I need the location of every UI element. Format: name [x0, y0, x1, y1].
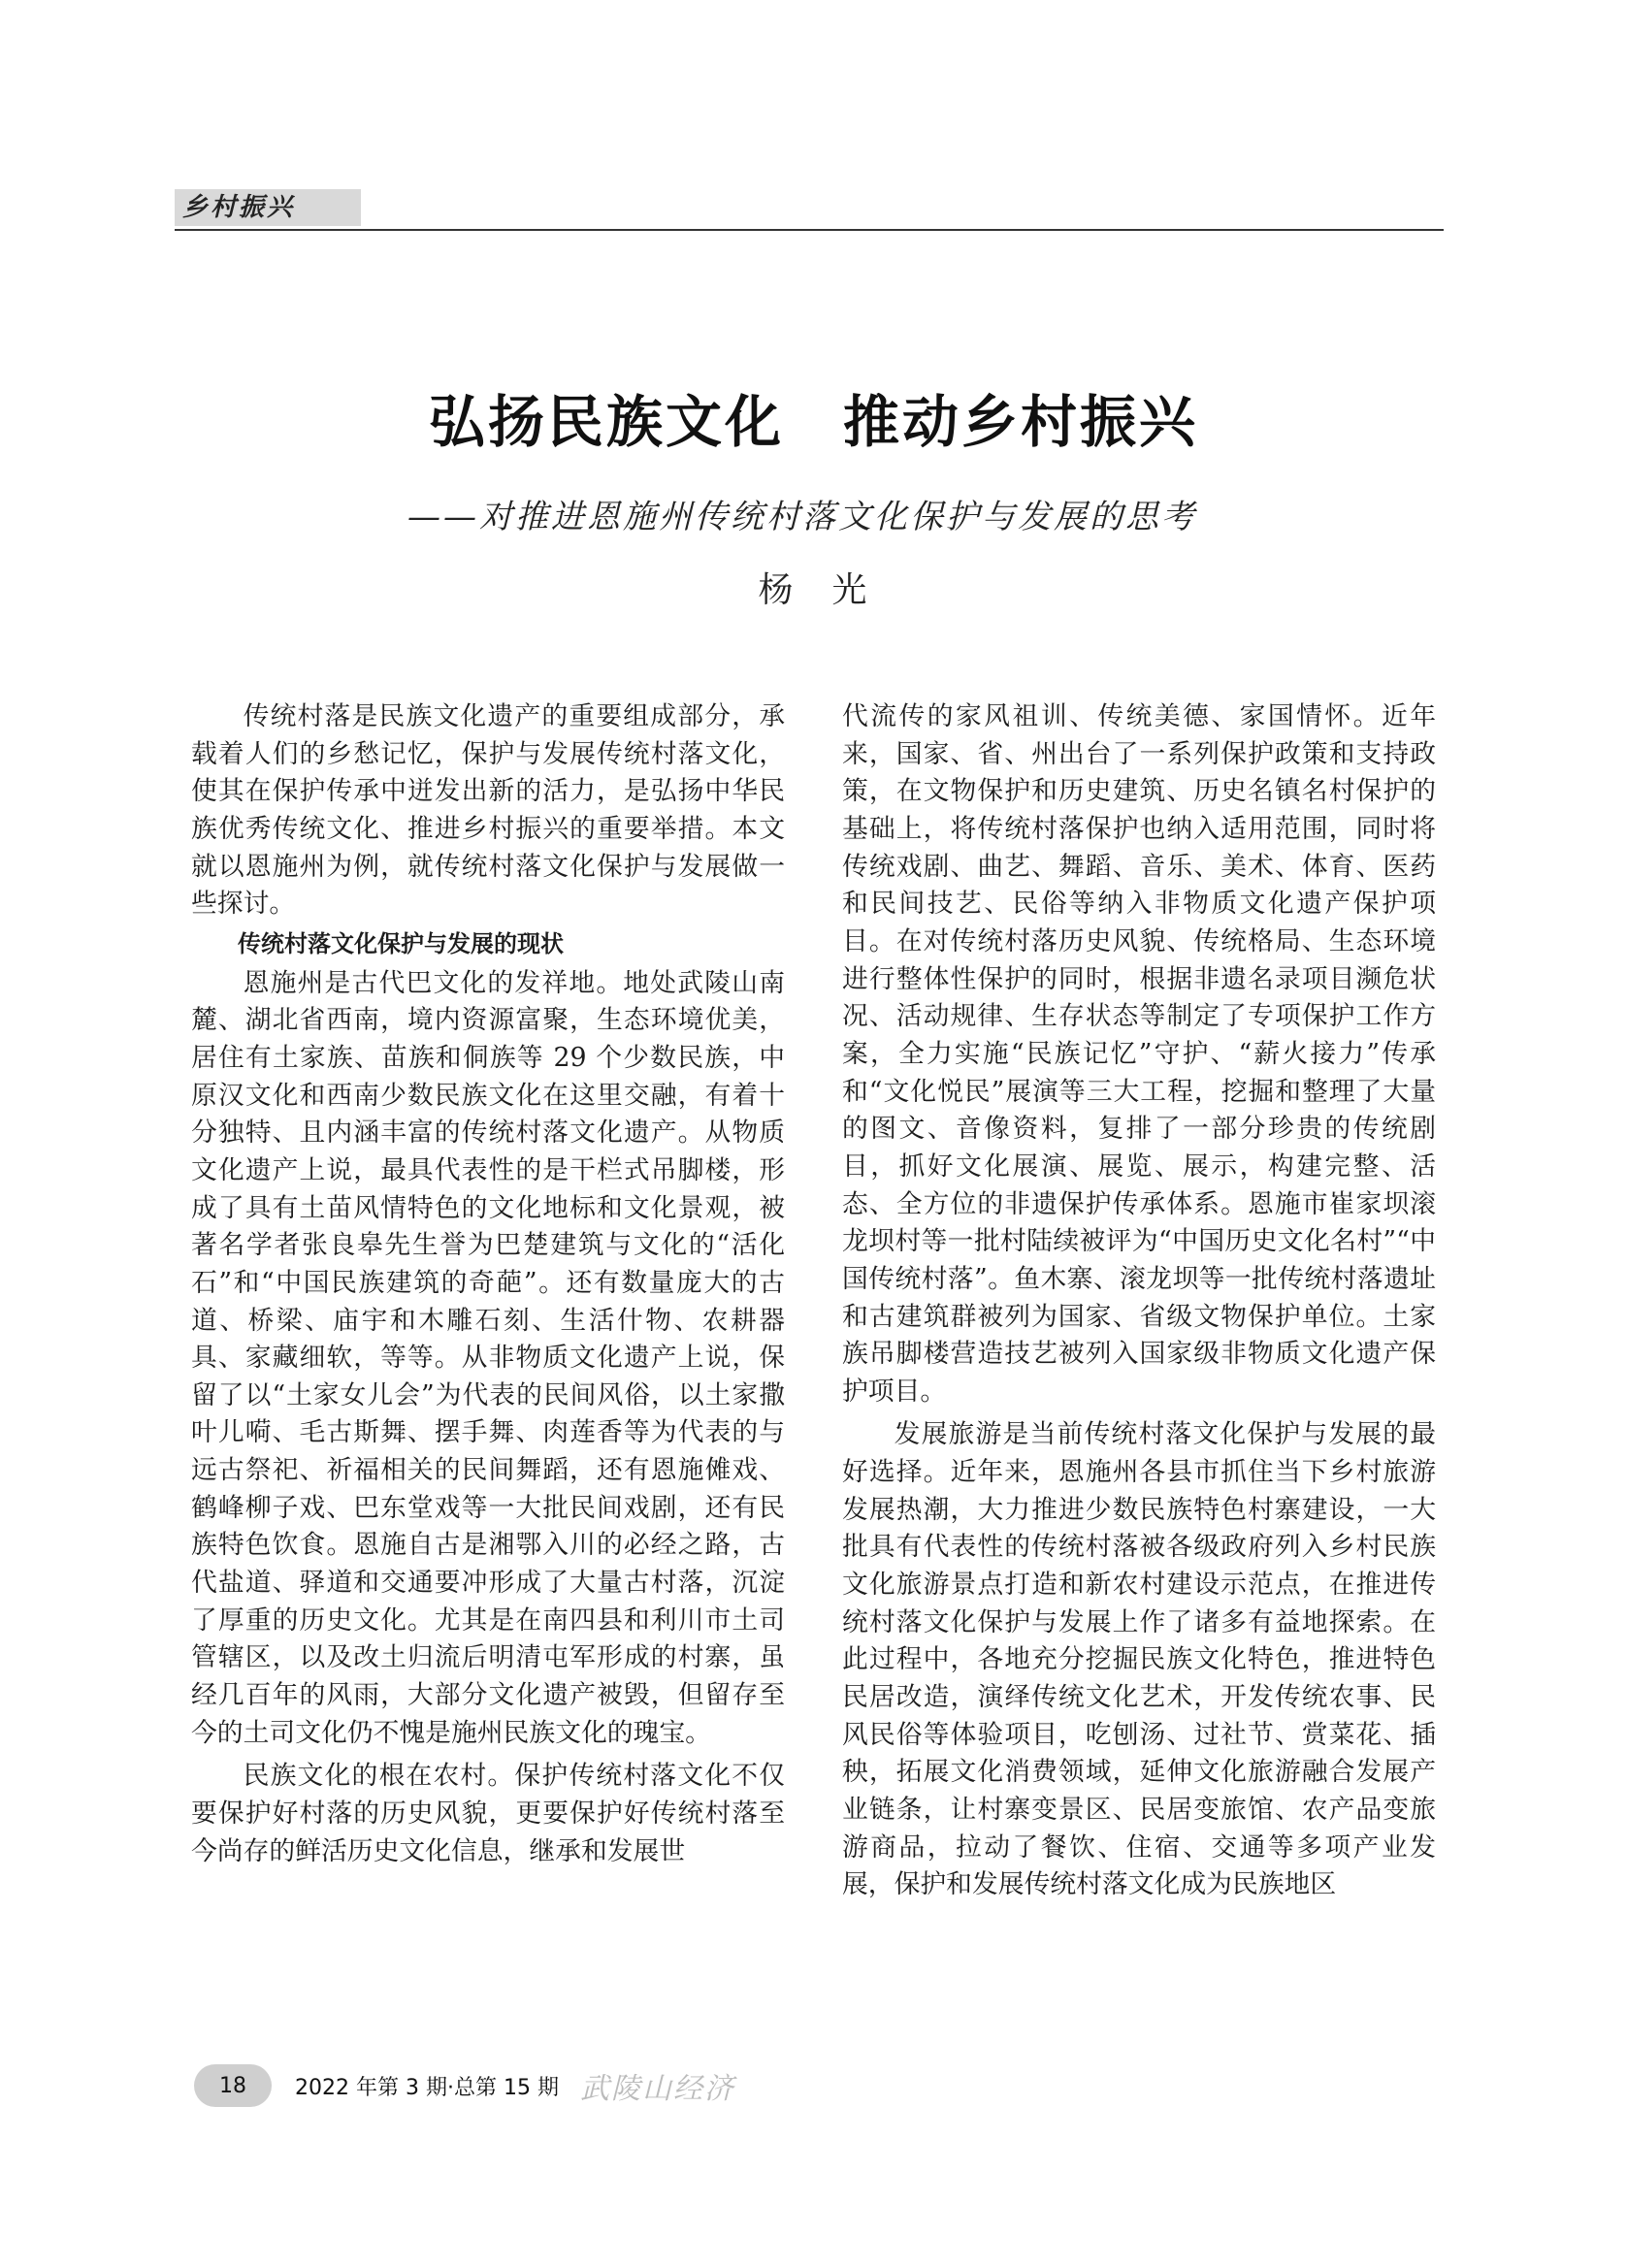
section-tag: 乡村振兴	[175, 189, 361, 226]
article-subtitle: ——对推进恩施州传统村落文化保护与发展的思考	[407, 498, 1197, 536]
paragraph-roots: 民族文化的根在农村。保护传统村落文化不仅要保护好村落的历史风貌，更要保护好传统村落至今尚存的鲜活历史文化信息，继承和发展世	[191, 1761, 785, 1866]
page-number: 18	[194, 2064, 272, 2107]
right-column	[842, 698, 1436, 1904]
paragraph-intro: 传统村落是民族文化遗产的重要组成部分，承载着人们的乡愁记忆，保护与发展传统村落文化，使其在保护传承中迸发出新的活力，是弘扬中华民族优秀传统文化、推进乡村振兴的重要举措。本文就以恩施州为例，就传统村落文化保护与发展做一些探讨。	[191, 701, 785, 920]
left-column	[191, 698, 785, 1870]
header-rule	[175, 229, 1444, 231]
section-heading: 传统村落文化保护与发展的现状	[238, 929, 564, 957]
journal-name: 武陵山经济	[579, 2072, 735, 2106]
paragraph-tourism: 发展旅游是当前传统村落文化保护与发展的最好选择。近年来，恩施州各县市抓住当下乡村旅游发展热潮，大力推进少数民族特色村寨建设，一大批具有代表性的传统村落被各级政府列入乡村民族文化旅游景点打造和新农村建设示范点，在推进传统村落文化保护与发展上作了诸多有益地探索。在此过程中，各地充分挖掘民族文化特色，推进特色民居改造，演绎传统文化艺术，开发传统农事、民风民俗等体验项目，吃刨汤、过社节、赏菜花、插秧，拓展文化消费领域，延伸文化旅游融合发展产业链条，让村寨变景区、民居变旅馆、农产品变旅游商品，拉动了餐饮、住宿、交通等多项产业发展，保护和发展传统村落文化成为民族地区	[842, 1419, 1436, 1900]
article-author: 杨 光	[758, 570, 869, 610]
article-title: 弘扬民族文化 推动乡村振兴	[428, 389, 1198, 455]
page-footer	[194, 2064, 735, 2107]
paragraph-status: 恩施州是古代巴文化的发祥地。地处武陵山南麓、湖北省西南，境内资源富聚，生态环境优美，居住有土家族、苗族和侗族等 29 个少数民族，中原汉文化和西南少数民族文化在这里交融，有着十分独特、且内涵丰富的传统村落文化遗产。从物质文化遗产上说，最具代表性的是干栏式吊脚楼，形成了具有土苗风情特色的文化地标和文化景观，被著名学者张良皋先生誉为巴楚建筑与文化的“活化石”和“中国民族建筑的奇葩”。还有数量庞大的古道、桥梁、庙宇和木雕石刻、生活什物、农耕器具、家藏细软，等等。从非物质文化遗产上说，保留了以“土家女儿会”为代表的民间风俗，以土家撒叶儿嗬、毛古斯舞、摆手舞、肉莲香等为代表的与远古祭祀、祈福相关的民间舞蹈，还有恩施傩戏、鹤峰柳子戏、巴东堂戏等一大批民间戏剧，还有民族特色饮食。恩施自古是湘鄂入川的必经之路，古代盐道、驿道和交通要冲形成了大量古村落，沉淀了厚重的历史文化。尤其是在南四县和利川市土司管辖区，以及改土归流后明清屯军形成的村寨，虽经几百年的风雨，大部分文化遗产被毁，但留存至今的土司文化仍不愧是施州民族文化的瑰宝。	[191, 967, 785, 1748]
paragraph-policy: 代流传的家风祖训、传统美德、家国情怀。近年来，国家、省、州出台了一系列保护政策和支持政策，在文物保护和历史建筑、历史名镇名村保护的基础上，将传统村落保护也纳入适用范围，同时将传统戏剧、曲艺、舞蹈、音乐、美术、体育、医药和民间技艺、民俗等纳入非物质文化遗产保护项目。在对传统村落历史风貌、传统格局、生态环境进行整体性保护的同时，根据非遗名录项目濒危状况、活动规律、生存状态等制定了专项保护工作方案，全力实施“民族记忆”守护、“薪火接力”传承和“文化悦民”展演等三大工程，挖掘和整理了大量的图文、音像资料，复排了一部分珍贵的传统剧目，抓好文化展演、展览、展示，构建完整、活态、全方位的非遗保护传承体系。恩施市崔家坝滚龙坝村等一批村陆续被评为“中国历史文化名村”“中国传统村落”。鱼木寨、滚龙坝等一批传统村落遗址和古建筑群被列为国家、省级文物保护单位。土家族吊脚楼营造技艺被列入国家级非物质文化遗产保护项目。	[842, 701, 1436, 1407]
issue-info: 2022 年第 3 期·总第 15 期	[295, 2075, 559, 2100]
